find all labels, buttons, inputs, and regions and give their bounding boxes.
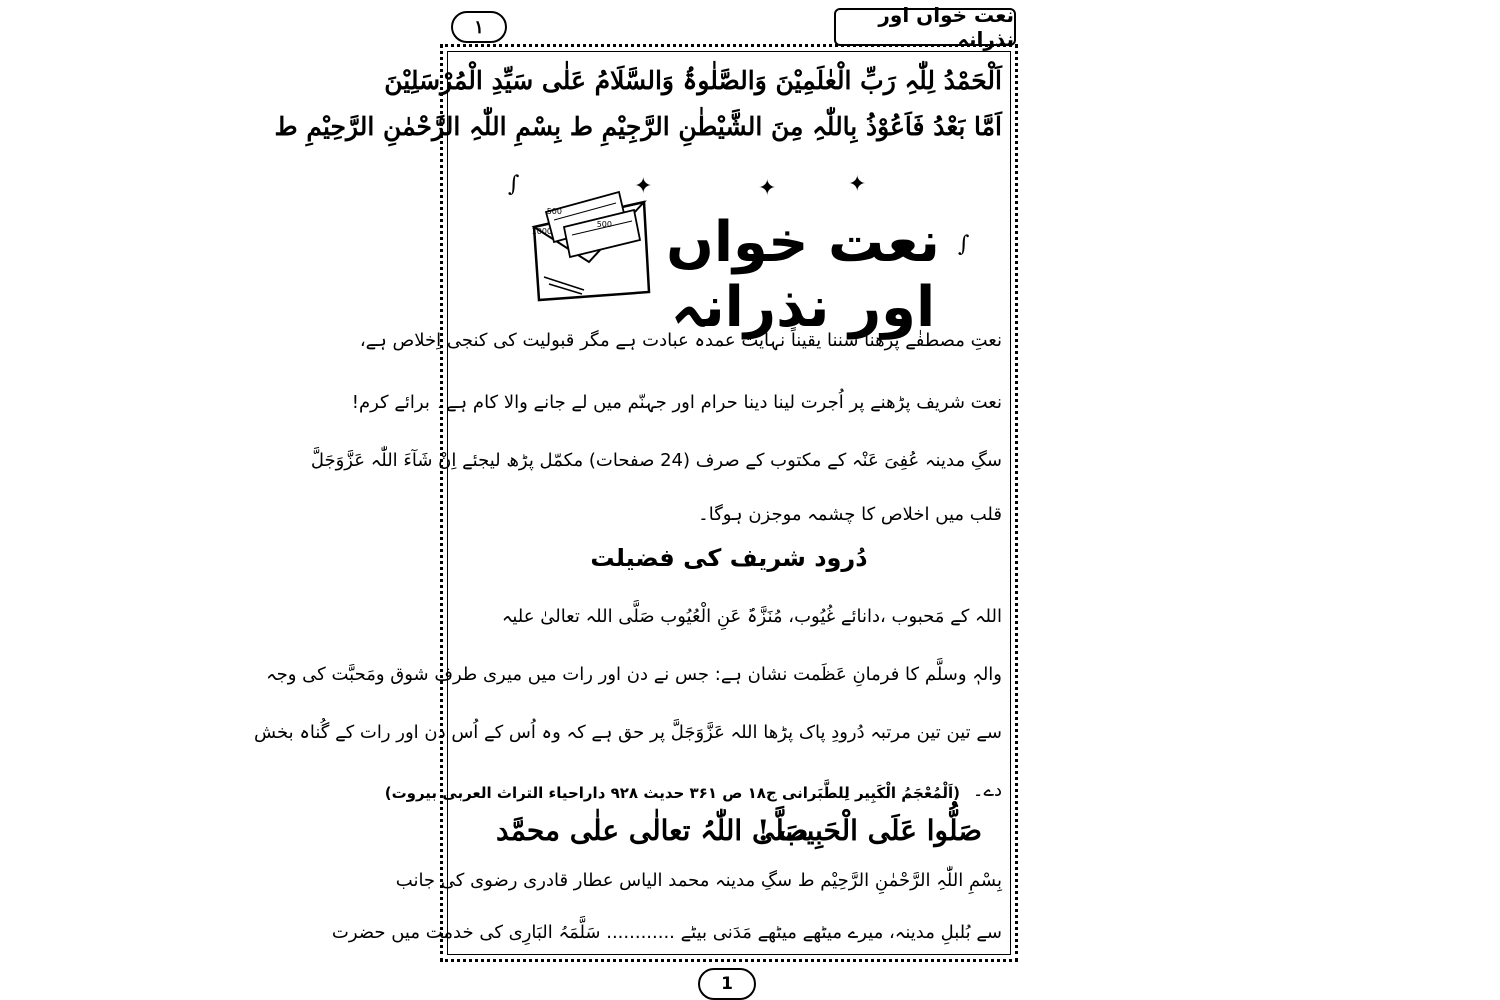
main-title: نعت خواں اور نذرانہ [666, 210, 940, 340]
durood-call: صَلُّوا عَلَی الْحَبِیب ! [757, 814, 982, 847]
page-number-top: ۱ [451, 11, 507, 43]
section-line-1: اللہ کے مَحبوب ،دانائے غُیُوب، مُنَزَّہٌ عَنِ الْعُیُوب صَلَّی اللہ تعالیٰ علیہ [501, 606, 1002, 627]
letter-line-2: سے بُلبلِ مدینہ، میرے میٹھے میٹھے مَدَنی بیٹے ............ سَلَّمَہُ البَارِی کی خدمت میں حضرت [331, 922, 1002, 943]
flourish-cross-icon-2: ✦ [848, 172, 867, 197]
intro-line-1: نعتِ مصطفٰے پڑھنا سننا یقیناً نہایت عمدہ عبادت ہے مگر قبولیت کی کنجی اِخلاص ہے، [359, 330, 1002, 351]
note-label-3: 500 [596, 220, 612, 229]
note-label-2: 1000 [531, 227, 552, 236]
intro-line-4: قلب میں اخلاص کا چشمہ موجزن ہوگا۔ [698, 504, 1002, 525]
section-line-4: دے۔ [972, 780, 1002, 801]
hadith-reference: (اَلْمُعْجَمُ الْکَبِیر لِلطَّبَرانی ج۱۸ ص ۳۶۱ حدیث ۹۲۸ داراحیاء التراث العربی بیروت) [384, 784, 960, 802]
section-line-2: والہٖ وسلَّم کا فرمانِ عَظَمت نشان ہے: جس نے دن اور رات میں میری طرف شوق ومَحبَّت کی وجہ [266, 664, 1002, 685]
flourish-left-icon: ∫ [508, 172, 520, 197]
letter-line-1: بِسْمِ اللّٰہِ الرَّحْمٰنِ الرَّحِیْم ط سگِ مدینہ محمد الیاس عطار قادری رضوی کی جانب [395, 870, 1002, 891]
durood-row [456, 814, 1002, 858]
note-label-1: 500 [546, 207, 562, 216]
page-content [254, 52, 1010, 954]
invocation-line-2: اَمَّا بَعْدُ فَاَعُوْذُ بِاللّٰہِ مِنَ الشَّیْطٰنِ الرَّجِیْمِ ط بِسْمِ اللّٰہِ الرَّحْمٰنِ الرَّحِیْمِ ط [274, 112, 1002, 141]
intro-line-2: نعت شریف پڑھنے پر اُجرت لینا دینا حرام اور جہنّم میں لے جانے والا کام ہے۔ برائے کرم! [351, 392, 1002, 413]
flourish-right-icon: ∫ [958, 232, 970, 257]
running-title: نعت خواں اور نذرانہ [834, 8, 1016, 46]
intro-line-3: سگِ مدینہ عُفِیَ عَنْہ کے مکتوب کے صرف (24 صفحات) مکمّل پڑھ لیجئے اِنْ شَآءَ اللّٰہ عَزَّوَجَلَّ [310, 450, 1002, 471]
flourish-cross-icon: ✦ [758, 176, 777, 201]
invocation-line-1: اَلْحَمْدُ لِلّٰہِ رَبِّ الْعٰلَمِیْنَ وَالصَّلٰوۃُ وَالسَّلَامُ عَلٰی سَیِّدِ الْمُرْسَلِیْنَ [384, 66, 1002, 95]
section-heading: دُرود شریف کی فضیلت [590, 544, 868, 572]
page-number-bottom: 1 [698, 968, 756, 1000]
flourish-star-icon: ✦ [634, 174, 653, 199]
section-line-3: سے تین تین مرتبہ دُرودِ پاک پڑھا اللہ عَزَّوَجَلَّ پر حق ہے کہ وہ اُس کے اُس دن اور رات کے گُناہ بخش [254, 722, 1002, 743]
title-artwork [508, 172, 978, 352]
durood-response: صَلَّی اللّٰہُ تعالٰی علٰی محمَّد [496, 814, 809, 847]
